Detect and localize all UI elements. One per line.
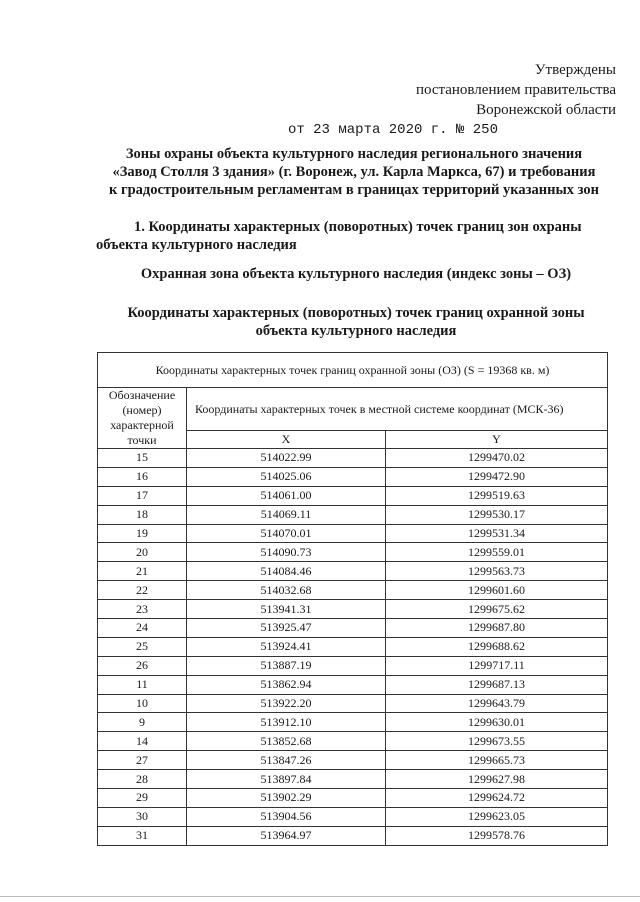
table-row [98, 619, 608, 638]
coords-heading-line-2: объекта культурного наследия [255, 323, 457, 339]
x-coordinate-cell: 513964.97 [187, 826, 386, 845]
y-coordinate-cell: 1299531.34 [386, 524, 608, 543]
x-coordinate-cell: 513925.47 [187, 619, 386, 638]
table-row [98, 694, 608, 713]
y-coordinate-cell: 1299687.80 [386, 619, 608, 638]
point-number-cell: 10 [98, 694, 187, 713]
approval-date: от 23 марта 2020 г. № 250 [287, 122, 498, 138]
y-coordinate-cell: 1299687.13 [386, 675, 608, 694]
y-coordinate-cell: 1299717.11 [386, 656, 608, 675]
table-caption: Координаты характерных точек границ охранной зоны (ОЗ) (S = 19368 кв. м) [98, 353, 608, 388]
table-row [98, 789, 608, 808]
approval-line-3: Воронежской области [476, 102, 616, 118]
x-coordinate-cell: 514084.46 [187, 562, 386, 581]
zone-heading: Охранная зона объекта культурного наследия (индекс зоны – ОЗ) [140, 266, 572, 282]
point-number-cell: 11 [98, 675, 187, 694]
table-row [98, 770, 608, 789]
point-number-cell: 15 [98, 449, 187, 468]
table-row [98, 505, 608, 524]
point-number-cell: 30 [98, 807, 187, 826]
y-coordinate-cell: 1299643.79 [386, 694, 608, 713]
coordinates-table [97, 352, 608, 846]
point-number-cell: 24 [98, 619, 187, 638]
approval-block [287, 60, 616, 140]
point-number-cell: 27 [98, 751, 187, 770]
table-row [98, 467, 608, 486]
point-number-cell: 26 [98, 656, 187, 675]
point-number-cell: 29 [98, 789, 187, 808]
y-coordinate-cell: 1299578.76 [386, 826, 608, 845]
page-bottom-divider [0, 896, 640, 897]
point-number-cell: 23 [98, 600, 187, 619]
y-coordinate-cell: 1299673.55 [386, 732, 608, 751]
x-coordinate-cell: 513852.68 [187, 732, 386, 751]
section-1-line-1: 1. Координаты характерных (поворотных) точек границ зон охраны [134, 219, 582, 235]
point-number-cell: 21 [98, 562, 187, 581]
table-row [98, 732, 608, 751]
column-header-system: Координаты характерных точек в местной системе координат (МСК-36) [187, 388, 608, 431]
section-1-heading [96, 218, 616, 254]
table-row [98, 713, 608, 732]
table-row [98, 581, 608, 600]
approval-line-1: Утверждены [534, 62, 616, 78]
table-row [98, 637, 608, 656]
point-number-cell: 20 [98, 543, 187, 562]
y-coordinate-cell: 1299472.90 [386, 467, 608, 486]
coords-heading-line-1: Координаты характерных (поворотных) точек границ охранной зоны [127, 305, 585, 321]
table-row [98, 562, 608, 581]
x-coordinate-cell: 513862.94 [187, 675, 386, 694]
y-coordinate-cell: 1299688.62 [386, 637, 608, 656]
point-number-cell: 14 [98, 732, 187, 751]
point-number-cell: 19 [98, 524, 187, 543]
y-coordinate-cell: 1299675.62 [386, 600, 608, 619]
point-number-cell: 18 [98, 505, 187, 524]
x-coordinate-cell: 514069.11 [187, 505, 386, 524]
column-header-y: Y [386, 431, 608, 449]
y-coordinate-cell: 1299601.60 [386, 581, 608, 600]
y-coordinate-cell: 1299563.73 [386, 562, 608, 581]
table-body [98, 449, 608, 846]
coords-heading [96, 304, 616, 340]
table-row [98, 751, 608, 770]
point-number-cell: 22 [98, 581, 187, 600]
y-coordinate-cell: 1299630.01 [386, 713, 608, 732]
table-row [98, 449, 608, 468]
table-row [98, 543, 608, 562]
column-header-x: X [187, 431, 386, 449]
x-coordinate-cell: 514070.01 [187, 524, 386, 543]
x-coordinate-cell: 514090.73 [187, 543, 386, 562]
document-title [84, 145, 624, 199]
y-coordinate-cell: 1299627.98 [386, 770, 608, 789]
point-number-cell: 31 [98, 826, 187, 845]
point-number-cell: 28 [98, 770, 187, 789]
title-line-3: к градостроительным регламентам в границах территорий указанных зон [109, 182, 599, 198]
x-coordinate-cell: 513887.19 [187, 656, 386, 675]
point-number-cell: 17 [98, 486, 187, 505]
table-row [98, 675, 608, 694]
y-coordinate-cell: 1299665.73 [386, 751, 608, 770]
x-coordinate-cell: 513897.84 [187, 770, 386, 789]
approval-line-2: постановлением правительства [415, 82, 616, 98]
table-row [98, 807, 608, 826]
x-coordinate-cell: 513924.41 [187, 637, 386, 656]
table-row [98, 486, 608, 505]
y-coordinate-cell: 1299559.01 [386, 543, 608, 562]
section-1-line-2: объекта культурного наследия [96, 237, 297, 253]
column-header-designation: Обозначение (номер) характерной точки [98, 388, 187, 449]
point-number-cell: 25 [98, 637, 187, 656]
x-coordinate-cell: 514032.68 [187, 581, 386, 600]
table-row [98, 656, 608, 675]
x-coordinate-cell: 513847.26 [187, 751, 386, 770]
x-coordinate-cell: 513912.10 [187, 713, 386, 732]
y-coordinate-cell: 1299624.72 [386, 789, 608, 808]
title-line-1: Зоны охраны объекта культурного наследия регионального значения [125, 146, 583, 162]
table-row [98, 524, 608, 543]
x-coordinate-cell: 514061.00 [187, 486, 386, 505]
x-coordinate-cell: 513904.56 [187, 807, 386, 826]
x-coordinate-cell: 513902.29 [187, 789, 386, 808]
table-row [98, 826, 608, 845]
x-coordinate-cell: 514025.06 [187, 467, 386, 486]
title-line-2: «Завод Столля 3 здания» (г. Воронеж, ул. Карла Маркса, 67) и требования [112, 164, 596, 180]
x-coordinate-cell: 513941.31 [187, 600, 386, 619]
x-coordinate-cell: 514022.99 [187, 449, 386, 468]
y-coordinate-cell: 1299530.17 [386, 505, 608, 524]
x-coordinate-cell: 513922.20 [187, 694, 386, 713]
y-coordinate-cell: 1299623.05 [386, 807, 608, 826]
point-number-cell: 16 [98, 467, 187, 486]
y-coordinate-cell: 1299519.63 [386, 486, 608, 505]
point-number-cell: 9 [98, 713, 187, 732]
table-row [98, 600, 608, 619]
y-coordinate-cell: 1299470.02 [386, 449, 608, 468]
